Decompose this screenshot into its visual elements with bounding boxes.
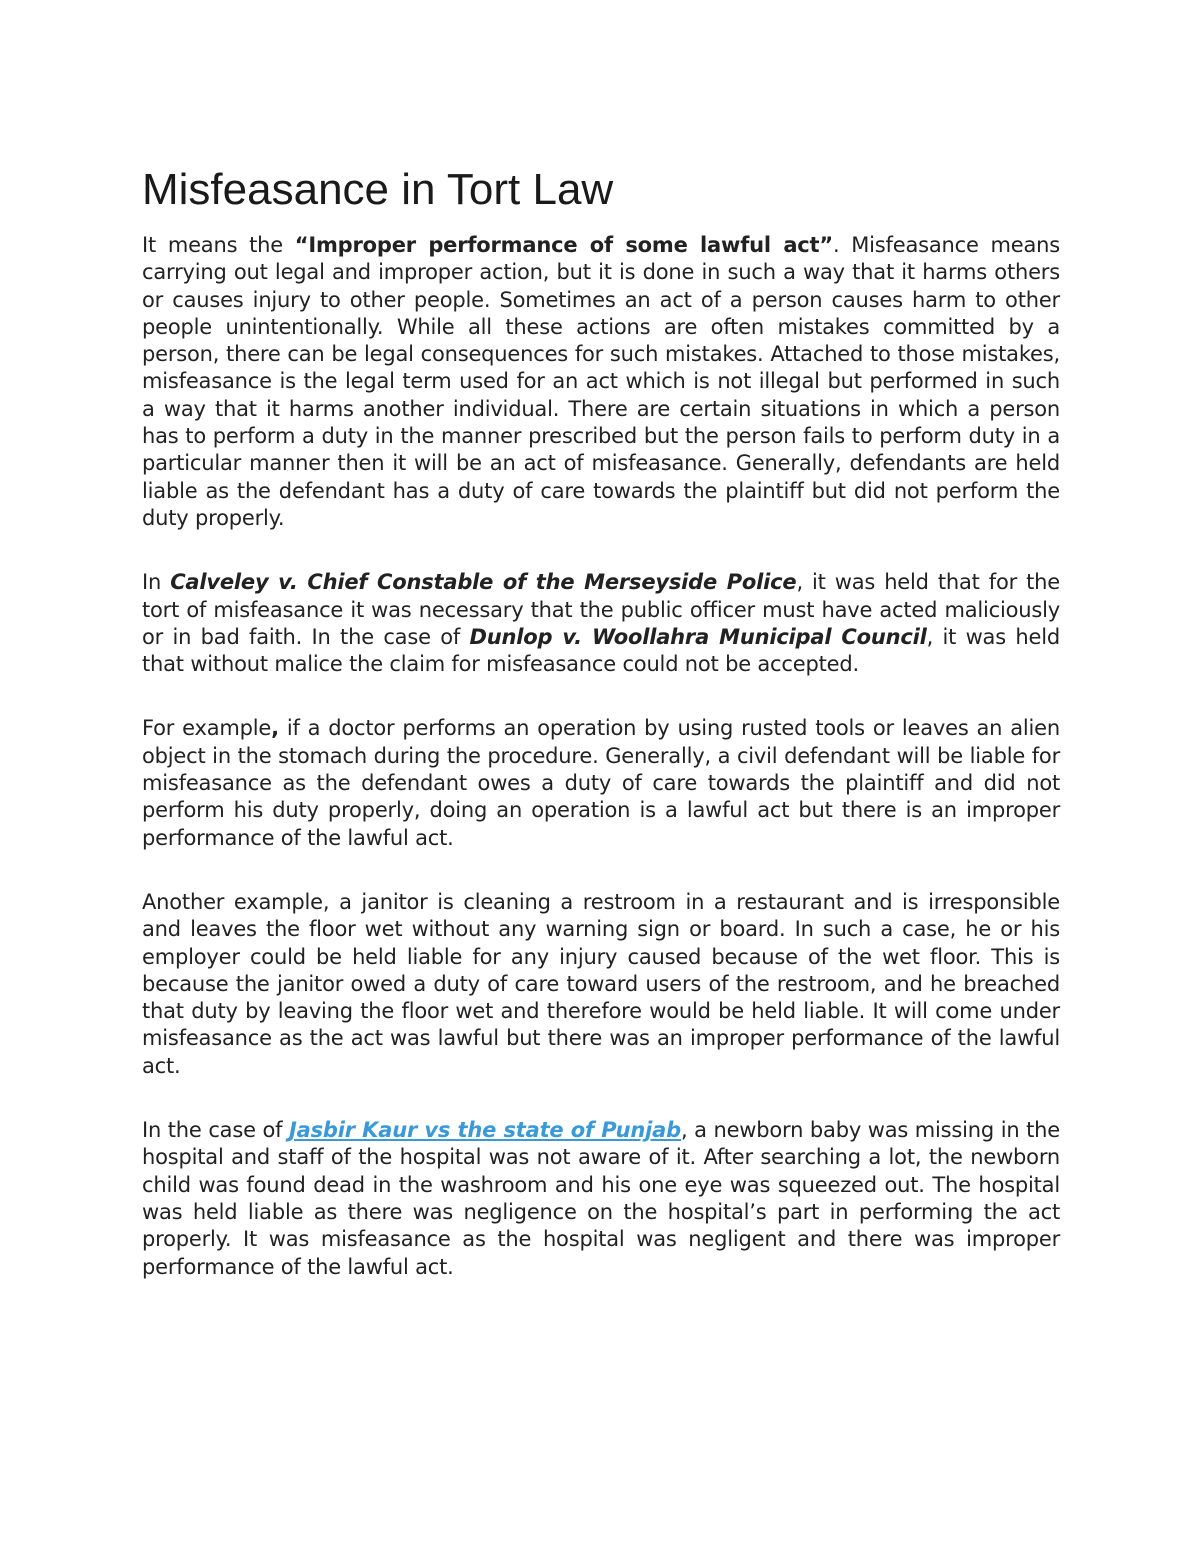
definition-quote: “Improper performance of some lawful act” xyxy=(294,233,833,257)
paragraph-case-law-mid: , it was held that for the tort of misfeasance it was necessary that the public officer must have acted maliciously or in bad faith. In the case of xyxy=(142,570,1060,649)
paragraph-definition xyxy=(142,232,1060,532)
case-name-dunlop: Dunlop v. Woollahra Municipal Council xyxy=(469,624,927,649)
document-body xyxy=(142,160,1060,1318)
paragraph-hospital-case xyxy=(142,1117,1060,1281)
page-title: Misfeasance in Tort Law xyxy=(142,165,614,214)
paragraph-definition-text: . Misfeasance means carrying out legal and improper action, but it is done in such a way that it harms others or causes injury to other people. Sometimes an act of a person causes harm to other people unintentionally. While all these actions are often mistakes committed by a person, there can be legal consequences for such mistakes. Attached to those mistakes, misfeasance is the legal term used for an act which is not illegal but performed in such a way that it harms another individual. There are certain situations in which a person has to perform a duty in the manner prescribed but the person fails to perform duty in a particular manner then it will be an act of misfeasance. Generally, defendants are held liable as the defendant has a duty of care towards the plaintiff but did not perform the duty properly. xyxy=(142,233,1060,530)
paragraph-case-law-lead: In xyxy=(142,570,171,595)
case-name-calveley: Calveley v. Chief Constable of the Merseyside Police xyxy=(170,570,797,595)
paragraph-hospital-case-lead: In the case of xyxy=(142,1118,289,1143)
paragraph-case-law xyxy=(142,569,1060,678)
case-link-jasbir-kaur[interactable]: Jasbir Kaur vs the state of Punjab xyxy=(288,1118,681,1143)
paragraph-case-law-text: , it was held that without malice the claim for misfeasance could not be accepted. xyxy=(142,624,1060,677)
paragraph-doctor-example-comma: , xyxy=(271,716,279,741)
paragraph-hospital-case-text: , a newborn baby was missing in the hospital and staff of the hospital was not aware of it. After searching a lot, the newborn child was found dead in the washroom and his one eye was squeezed out. The hospital was held liable as there was negligence on the hospital’s part in performing the act properly. It was misfeasance as the hospital was negligent and there was improper performance of the lawful act. xyxy=(142,1118,1060,1279)
paragraph-doctor-example-lead: For example xyxy=(142,716,272,741)
paragraph-definition-lead: It means the xyxy=(142,233,295,257)
paragraph-janitor-example: Another example, a janitor is cleaning a restroom in a restaurant and is irresponsible and leaves the floor wet without any warning sign or board. In such a case, he or his employer could be held liable for any injury caused because of the wet floor. This is because the janitor owed a duty of care toward users of the restroom, and he breached that duty by leaving the floor wet and therefore would be held liable. It will come under misfeasance as the act was lawful but there was an improper performance of the lawful act. xyxy=(142,889,1060,1078)
paragraph-doctor-example-text: if a doctor performs an operation by using rusted tools or leaves an alien object in the stomach during the procedure. Generally, a civil defendant will be liable for misfeasance as the defendant owes a duty of care towards the plaintiff and did not perform his duty properly, doing an operation is a lawful act but there is an improper performance of the lawful act. xyxy=(142,716,1060,850)
paragraph-doctor-example xyxy=(142,715,1060,851)
